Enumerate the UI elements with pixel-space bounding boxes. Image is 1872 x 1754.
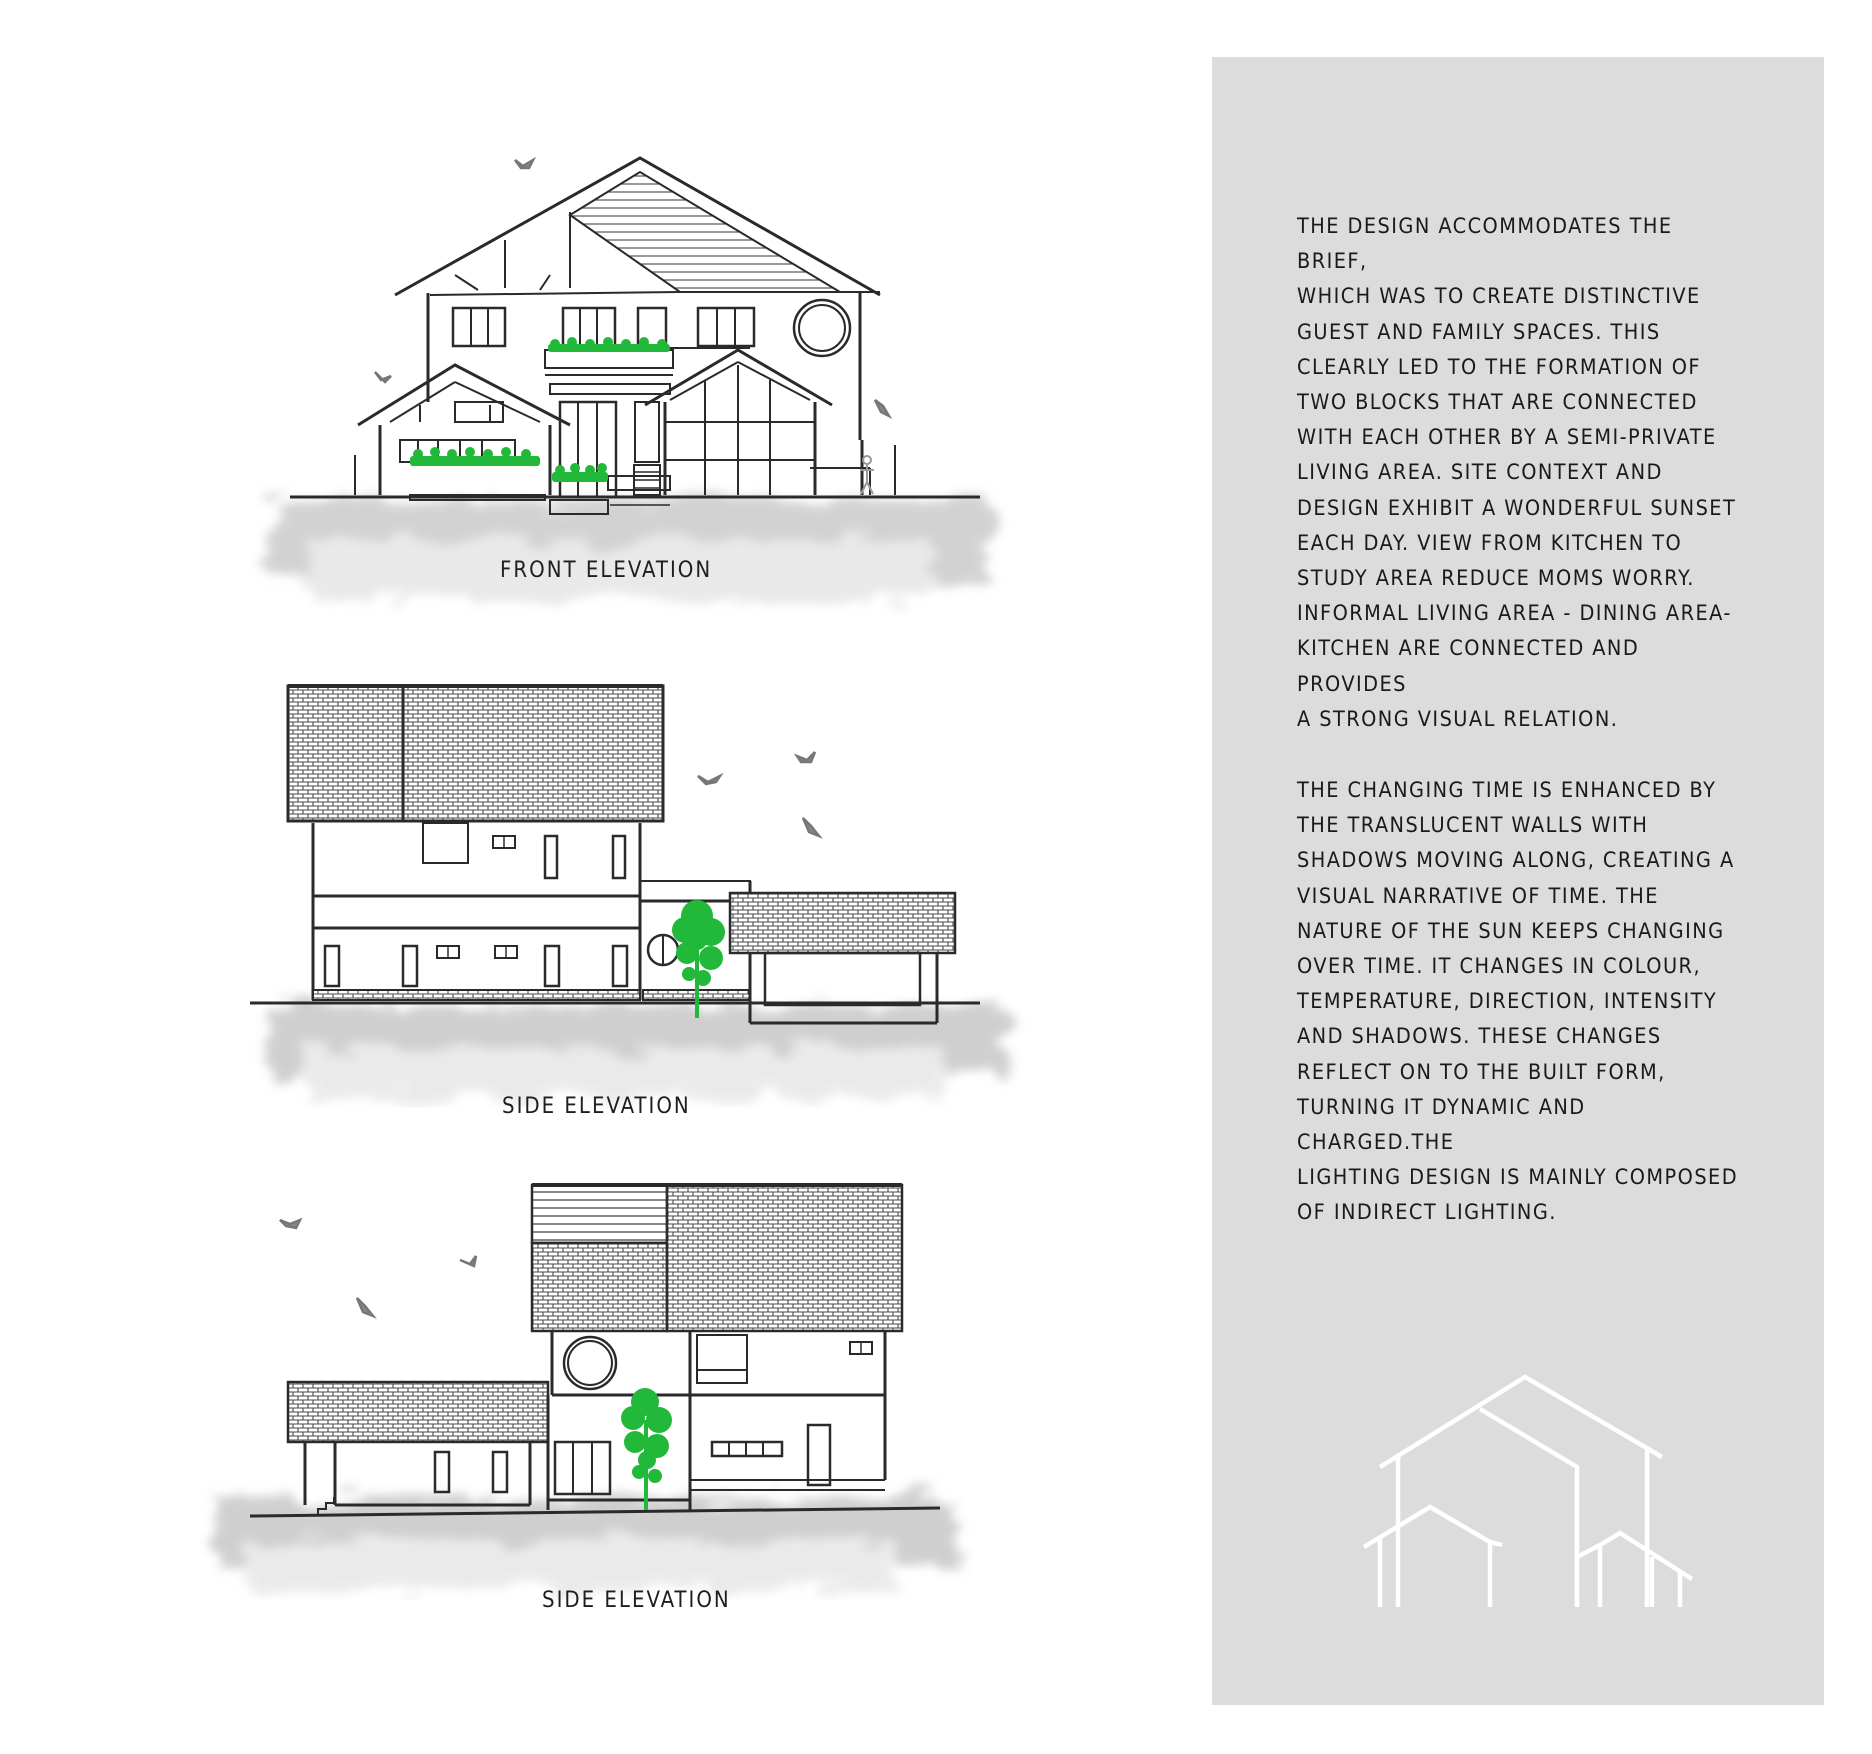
birds — [280, 1220, 476, 1316]
description-paragraph-2: THE CHANGING TIME IS ENHANCED BY THE TRANSLUCENT WALLS WITH SHADOWS MOVING ALONG, CREATING A VISUAL NARRATIVE OF TIME. THE NATURE OF THE SUN KEEPS CHANGING OVER TIME. IT CHANGES IN COLOUR, TEMPERATURE, DIRECTION, INTENSITY AND SHADOWS. THESE CHANGES REFLECT ON TO THE BUILT FORM, TURNING IT DYNAMIC AND CHARGED.THE LIGHTING DESIGN IS MAINLY COMPOSED OF INDIRECT LIGHTING. — [1297, 778, 1739, 1226]
description-panel — [1212, 57, 1824, 1705]
description-paragraph-1: THE DESIGN ACCOMMODATES THE BRIEF, WHICH WAS TO CREATE DISTINCTIVE GUEST AND FAMILY SPACES. THIS CLEARLY LED TO THE FORMATION OF TWO BLOCKS THAT ARE CONNECTED WITH EACH OTHER BY A SEMI-PRIVATE LIVING AREA. SITE CONTEXT AND DESIGN EXHIBIT A WONDERFUL SUNSET EACH DAY. VIEW FROM KITCHEN TO STUDY AREA REDUCE MOMS WORRY. INFORMAL LIVING AREA - DINING AREA- KITCHEN ARE CONNECTED AND PROVIDES A STRONG VISUAL RELATION. — [1297, 214, 1737, 732]
ground-wash — [265, 1006, 1005, 1098]
side-elevation-caption-2: SIDE ELEVATION — [542, 1588, 731, 1613]
side-elevation-drawing-2 — [195, 1180, 985, 1600]
front-elevation-drawing — [250, 140, 1020, 630]
house-outline-icon — [1362, 1357, 1702, 1607]
front-elevation-caption: FRONT ELEVATION — [500, 558, 713, 583]
ground-wash — [270, 500, 990, 600]
side-elevation-drawing-1 — [245, 678, 1035, 1108]
tree — [621, 1388, 672, 1510]
side-elevation-caption-1: SIDE ELEVATION — [502, 1094, 691, 1119]
birds — [698, 752, 819, 836]
